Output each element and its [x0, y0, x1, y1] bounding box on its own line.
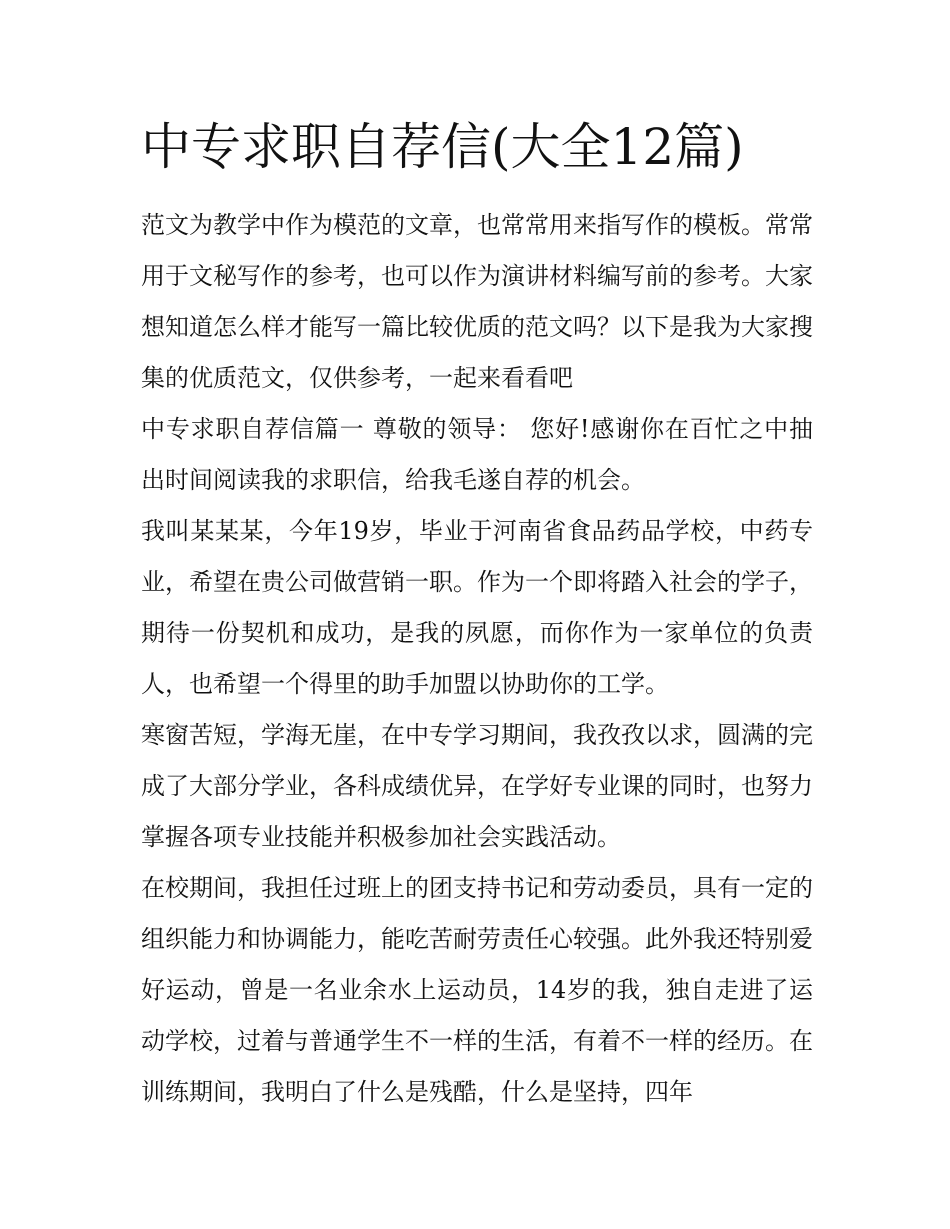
paragraph-school-activities: 在校期间，我担任过班上的团支持书记和劳动委员，具有一定的组织能力和协调能力，能吃苦耐劳责任心较强。此外我还特别爱好运动，曾是一名业余水上运动员，14岁的我，独自走进了运动学校，过着与普通学生不一样的生活，有着不一样的经历。在训练期间，我明白了什么是残酷，什么是坚持，四年 [141, 874, 813, 1106]
paragraph-intro: 范文为教学中作为模范的文章，也常常用来指写作的模板。常常用于文秘写作的参考，也可以作为演讲材料编写前的参考。大家想知道怎么样才能写一篇比较优质的范文吗？以下是我为大家搜集的优质范文，仅供参考，一起来看看吧 [141, 211, 813, 392]
document-title: 中专求职自荐信(大全12篇) [141, 118, 744, 176]
paragraph-greeting: 中专求职自荐信篇一 尊敬的领导： 您好!感谢你在百忙之中抽出时间阅读我的求职信，给我毛遂自荐的机会。 [141, 415, 813, 494]
paragraph-self-intro: 我叫某某某，今年19岁，毕业于河南省食品药品学校，中药专业，希望在贵公司做营销一职。作为一个即将踏入社会的学子，期待一份契机和成功，是我的夙愿，而你作为一家单位的负责人，也希望一个得里的助手加盟以协助你的工学。 [141, 517, 813, 698]
document-page [141, 112, 813, 1118]
document-body [141, 200, 813, 1118]
paragraph-study: 寒窗苦短，学海无崖，在中专学习期间，我孜孜以求，圆满的完成了大部分学业，各科成绩优异，在学好专业课的同时，也努力掌握各项专业技能并积极参加社会实践活动。 [141, 721, 813, 851]
